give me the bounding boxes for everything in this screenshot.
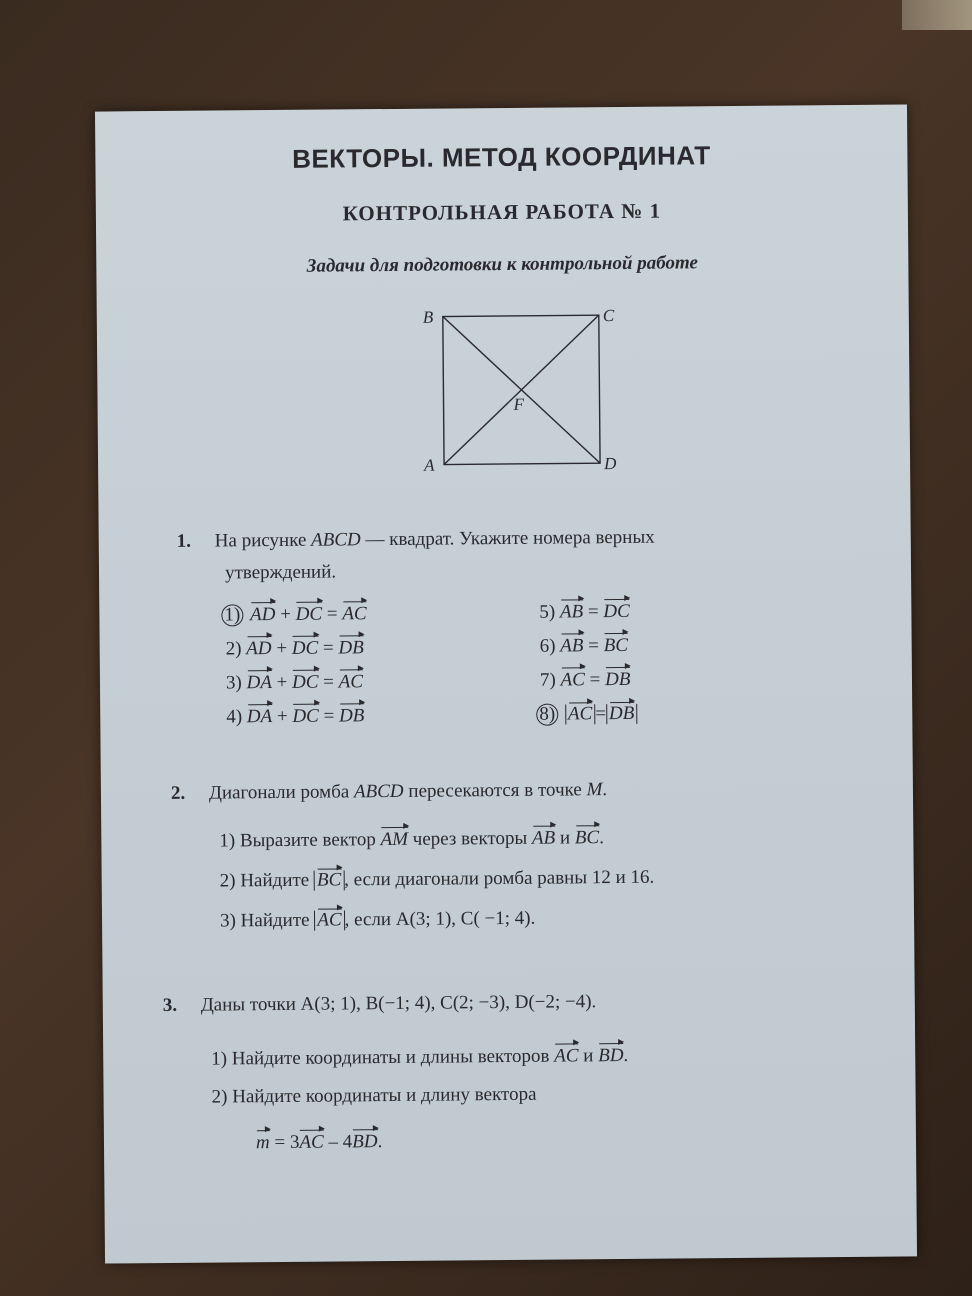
problem-2-point-m: M	[586, 779, 603, 801]
worksheet-page	[95, 104, 917, 1263]
p2-sub-1-text-b: через векторы	[412, 827, 528, 850]
p2-sub-3-vec-ac: AC	[317, 909, 342, 931]
label-b: B	[422, 307, 434, 327]
problem-1-number: 1.	[176, 530, 192, 552]
p3-formula-vec-m: m	[255, 1132, 270, 1154]
p2-sub-2-number: 2)	[219, 870, 236, 892]
p1-item-2-eq: =	[322, 637, 334, 659]
p1-item-6-vec-c: BC	[603, 634, 629, 657]
p1-item-2-op: +	[276, 637, 288, 660]
problem-1-abcd: ABCD	[311, 529, 361, 551]
p3-sub-1-dot: .	[623, 1044, 629, 1066]
p1-item-2-vec-b: DC	[291, 637, 319, 659]
p1-item-8-eq: =	[595, 703, 607, 725]
problem-1-statement	[177, 527, 655, 553]
p1-item-6	[540, 635, 628, 658]
ruler-strip	[902, 0, 972, 30]
p3-sub-1	[211, 1045, 628, 1071]
problem-2-number: 2.	[170, 782, 186, 804]
page-title: ВЕКТОРЫ. МЕТОД КООРДИНАТ	[291, 140, 711, 174]
p1-item-4-op: +	[276, 705, 288, 727]
p1-item-4-vec-c: DB	[338, 705, 365, 727]
p1-item-4	[226, 705, 364, 728]
p2-sub-2-text-b: , если диагонали ромба равны 12 и 16.	[344, 866, 655, 891]
p2-sub-3-text-a: Найдите	[240, 909, 310, 932]
p1-item-7-eq: =	[589, 669, 601, 691]
p1-item-4-vec-a: DA	[246, 706, 273, 728]
p1-item-3-vec-a: DA	[246, 672, 272, 694]
p2-sub-1-text-c: и	[559, 827, 571, 849]
p1-item-1-eq: =	[326, 603, 338, 625]
p2-sub-3-text-b: , если	[344, 909, 392, 931]
problem-1-text-b: — квадрат. Укажите номера верных	[365, 526, 655, 551]
p2-sub-3-points: A(3; 1), C( −1; 4).	[395, 907, 536, 930]
p3-formula-dot: .	[377, 1131, 383, 1153]
problem-2-text-a: Диагонали ромба	[208, 781, 350, 804]
p2-sub-1-text-a: Выразите вектор	[239, 829, 376, 852]
p1-item-5-number: 5)	[539, 601, 556, 623]
p2-sub-1-vec-am: AM	[380, 828, 409, 851]
p3-sub-1-number: 1)	[211, 1048, 228, 1070]
p3-formula-eq: = 3	[274, 1131, 300, 1154]
problem-1-statement-line2: утверждений.	[224, 561, 337, 584]
p1-item-2	[226, 637, 364, 660]
p3-sub-1-text-b: и	[583, 1045, 594, 1067]
page-subtitle: КОНТРОЛЬНАЯ РАБОТА № 1	[342, 198, 662, 226]
p1-item-2-number: 2)	[225, 638, 242, 660]
p3-sub-2-number: 2)	[211, 1086, 228, 1108]
problem-2-dot: .	[602, 779, 608, 801]
p1-item-3-vec-c: AC	[338, 671, 364, 693]
p2-sub-3-number: 3)	[219, 910, 236, 932]
p2-sub-1-vec-bc: BC	[574, 827, 600, 849]
label-d: D	[603, 454, 617, 474]
p2-sub-1-vec-ab: AB	[531, 827, 556, 849]
p3-formula-vec-bd: BD	[352, 1131, 378, 1153]
p1-item-5-eq: =	[587, 601, 599, 623]
p1-item-1-vec-a: AD	[250, 604, 276, 626]
p1-item-3-eq: =	[323, 671, 335, 693]
problem-2-statement	[171, 779, 607, 805]
label-c: C	[602, 306, 615, 326]
p1-item-3-number: 3)	[225, 672, 242, 694]
p2-sub-2-text-a: Найдите	[240, 869, 310, 892]
problem-1-text-a: На рисунке	[214, 529, 307, 552]
p1-item-6-number: 6)	[539, 635, 556, 657]
p1-item-2-vec-a: AD	[246, 638, 272, 660]
tasks-heading: Задачи для подготовки к контрольной работе	[306, 252, 699, 277]
label-a: A	[424, 455, 435, 475]
problem-3-points: A(3; 1), B(−1; 4), C(2; −3), D(−2; −4).	[300, 991, 597, 1015]
p1-item-3-op: +	[276, 671, 288, 694]
p1-item-3-vec-b: DC	[292, 671, 319, 693]
p1-item-6-vec-a: AB	[560, 635, 584, 657]
p2-sub-1	[219, 827, 604, 852]
p1-item-4-vec-b: DC	[292, 705, 319, 727]
p1-item-8-abs-a	[565, 704, 595, 724]
p1-item-5-vec-c: DC	[603, 600, 630, 623]
problem-2-text-b: пересекаются в точке	[408, 779, 582, 802]
square-figure	[417, 303, 639, 480]
p3-formula	[256, 1131, 382, 1154]
p2-sub-2-vec-bc: BC	[316, 869, 342, 891]
p3-formula-minus: – 4	[328, 1131, 353, 1153]
p1-item-1-vec-b: DC	[295, 603, 323, 625]
p1-item-4-eq: =	[323, 705, 335, 727]
p1-item-7-number: 7)	[539, 669, 556, 691]
p1-item-8-vec-c: DB	[608, 702, 635, 725]
p2-sub-1-dot: .	[599, 827, 604, 849]
p1-item-8-number: 8)	[536, 704, 558, 726]
p3-sub-1-text-a: Найдите координаты и длины векторов	[231, 1045, 550, 1070]
p1-item-8	[540, 703, 637, 726]
p2-sub-2	[220, 867, 655, 893]
p1-item-1-number: 1)	[221, 604, 243, 626]
p2-sub-2-abs	[314, 870, 344, 890]
p1-item-1	[225, 603, 366, 626]
p1-item-6-eq: =	[588, 635, 600, 657]
p2-sub-3	[220, 908, 535, 933]
problem-3-number: 3.	[162, 994, 178, 1017]
p1-item-4-number: 4)	[226, 706, 243, 728]
p3-sub-1-vec-bd: BD	[598, 1044, 624, 1067]
p2-sub-3-abs	[314, 910, 344, 930]
p1-item-7-vec-a: AC	[560, 669, 585, 691]
p3-sub-1-vec-ac: AC	[554, 1045, 579, 1067]
p1-item-8-abs-c	[606, 704, 638, 724]
p1-item-8-vec-a: AC	[567, 703, 593, 725]
p3-sub-2	[212, 1084, 537, 1109]
p2-sub-1-number: 1)	[219, 830, 236, 852]
problem-2-abcd: ABCD	[353, 780, 404, 803]
p1-item-5	[539, 601, 630, 624]
p1-item-1-vec-c: AC	[342, 603, 367, 625]
problem-3-text: Даны точки	[200, 993, 296, 1016]
p1-item-1-op: +	[280, 603, 292, 625]
p1-item-2-vec-c: DB	[338, 637, 364, 659]
p1-item-7	[540, 669, 631, 692]
p3-sub-2-text: Найдите координаты и длину вектора	[232, 1083, 537, 1108]
problem-3-statement	[163, 991, 597, 1017]
label-f: F	[513, 394, 525, 414]
p1-item-5-vec-a: AB	[559, 601, 584, 623]
p1-item-3	[226, 671, 363, 694]
p3-formula-vec-ac: AC	[299, 1131, 324, 1153]
p1-item-7-vec-c: DB	[604, 668, 631, 691]
